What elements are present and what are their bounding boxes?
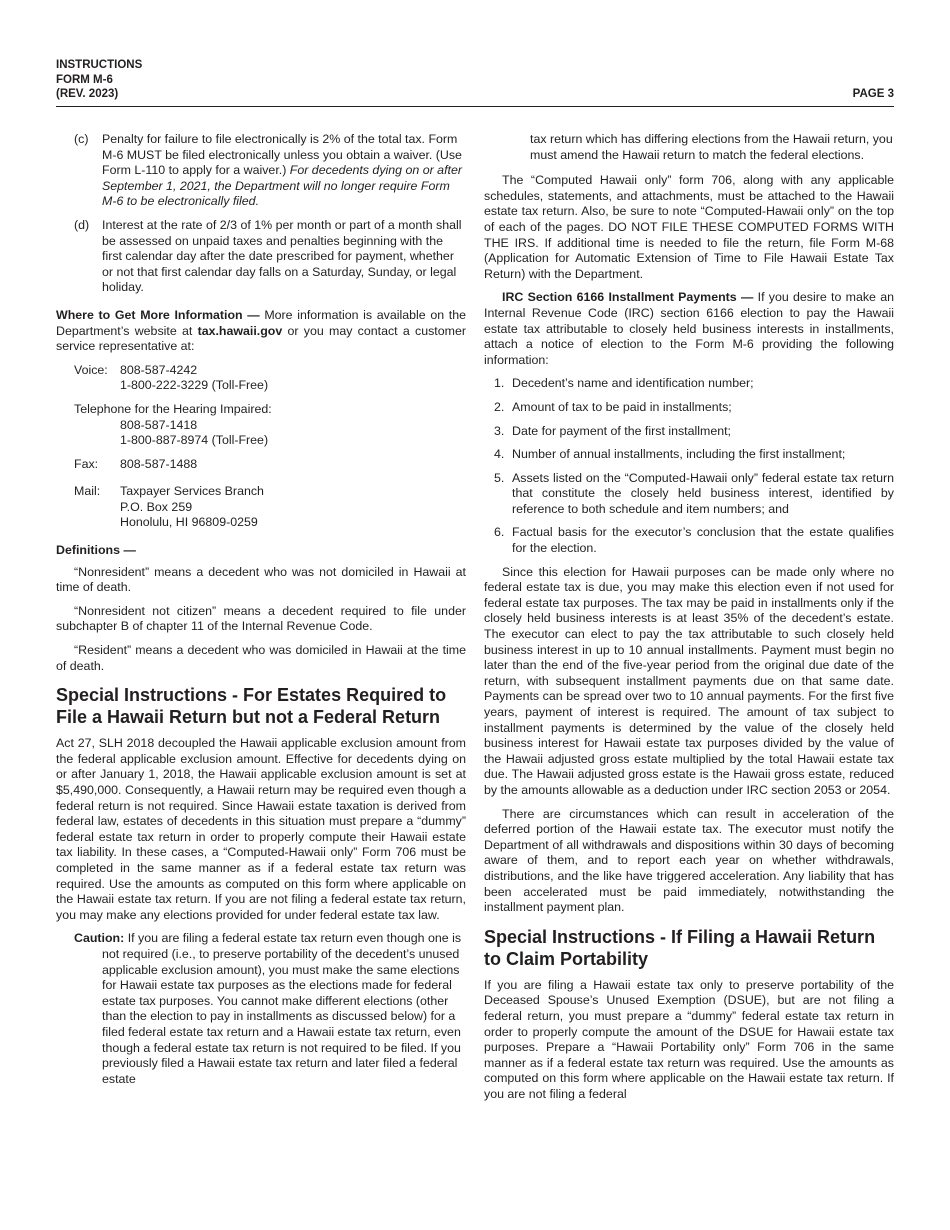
right-column xyxy=(484,132,894,1110)
def-resident: “Resident” means a decedent who was domiciled in Hawaii at the time of death. xyxy=(56,643,466,673)
contact-fax: Fax: 808-587-1488 xyxy=(74,456,198,471)
item-c-text: Penalty for failure to file electronically is 2% of the total tax. Form M-6 MUST be filed electronically unless you obtain a waiver. (Use Form L-110 to apply for a waiver.) xyxy=(102,132,462,178)
tty-tollfree: 1-800-887-8974 (Toll-Free) xyxy=(120,433,269,448)
page-number: PAGE 3 xyxy=(852,88,894,100)
caution-label: Caution: xyxy=(74,931,125,946)
left-column xyxy=(56,132,466,1087)
caution-continued: tax return which has differing elections from the Hawaii return, you must amend the Hawaii return to match the federal elections. xyxy=(530,132,893,162)
caution-paragraph xyxy=(74,931,466,1087)
item-d-marker: (d) xyxy=(74,217,90,232)
definitions-heading: Definitions — xyxy=(56,543,136,558)
more-info-paragraph: Where to Get More Information — More information is available on the Department’s website at tax.hawaii.gov or you may contact a customer service representative at: xyxy=(56,307,466,354)
header-divider xyxy=(56,106,894,107)
portability-paragraph: If you are filing a Hawaii estate tax only to preserve portability of the Deceased Spouse’s Unused Exemption (DSUE), but are not filing a federal return, you must prepare a “dummy” federal estate tax return in order to properly compute the amount of the DSUE for Hawaii estate tax purposes. Prepare a “Hawaii Portability only” Form 706 in the same manner as if a federal estate tax return was required. Use the amounts as computed on this form where applicable on the Hawaii estate tax return. If you are not filing a federal xyxy=(484,977,894,1101)
irc-heading: IRC Section 6166 Installment Payments — xyxy=(502,290,754,305)
list-item: 1. Decedent’s name and identification number; xyxy=(494,376,754,391)
item-d-text: Interest at the rate of 2/3 of 1% per month or part of a month shall be assessed on unpaid taxes and penalties beginning with the first calendar day after the date prescribed for payment, whether or not that first calendar day falls on a Saturday, Sunday, or legal holiday. xyxy=(102,217,462,295)
def-nonresident-not-citizen: “Nonresident not citizen” means a decedent required to file under subchapter B of chapter 11 of the Internal Revenue Code. xyxy=(56,603,466,634)
caution-text: If you are filing a federal estate tax return even though one is not required (i.e., to preserve portability of the decedent’s unused applicable exclusion amount), you must make the same elections for Hawaii estate tax purposes as the elections made for federal estate tax purposes. You cannot make different elections (other than the election to pay in installments as discussed below) for a filed federal estate tax return and a Hawaii estate tax return, even though a federal estate tax return is not required to be filed. If you previously filed a Hawaii estate tax return and later filed a federal estate xyxy=(102,931,462,1086)
special-instructions-heading: Special Instructions - For Estates Required to File a Hawaii Return but not a Federal Return xyxy=(56,685,447,728)
header-instructions: INSTRUCTIONS xyxy=(56,59,143,71)
item-c-italic-note: For decedents dying on or after September 1, 2021, the Department will no longer require Form M-6 to be electronically filed. xyxy=(102,163,462,209)
act27-paragraph: Act 27, SLH 2018 decoupled the Hawaii applicable exclusion amount from the federal applicable exclusion amount. Effective for decedents dying on or after January 1, 2018, the Hawaii applicable exclusion amount is set at $5,490,000. Consequently, a Hawaii return may be required even though a federal return is not required. Since Hawaii estate taxation is derived from federal law, estates of decedents in this situation must prepare a “dummy” federal estate tax return in order to properly compute their Hawaii estate tax liability. In these cases, a “Computed-Hawaii only” Form 706 must be completed in the same manner as if a federal estate tax return was required. Use the amounts as computed on this form where applicable on the Hawaii estate tax return. If you are not filing a federal estate tax return, you may make any elections provided for under federal estate tax law. xyxy=(56,736,466,922)
fax-number: 808-587-1488 xyxy=(120,456,198,471)
def-nonresident: “Nonresident” means a decedent who was not domiciled in Hawaii at time of death. xyxy=(56,564,466,595)
contact-mail: Mail: Taxpayer Services Branch P.O. Box 259 Honolulu, HI 96809-0259 xyxy=(74,484,264,530)
list-item: 3. Date for payment of the first installment; xyxy=(494,423,731,438)
website-link[interactable]: tax.hawaii.gov xyxy=(197,323,283,338)
form-header xyxy=(56,58,142,102)
irc-paragraph: IRC Section 6166 Installment Payments — If you desire to make an Internal Revenue Code (IRC) section 6166 election to pay the Hawaii estate tax attributable to closely held business interests in installments, attach a notice of election to the Form M-6 providing the following information: xyxy=(484,290,894,367)
item-c xyxy=(74,132,466,210)
election-info-list xyxy=(484,376,894,556)
list-item: 6. Factual basis for the executor’s conclusion that the estate qualifies for the election. xyxy=(494,525,894,556)
list-item: 2. Amount of tax to be paid in installments; xyxy=(494,399,732,414)
acceleration-paragraph: There are circumstances which can result in acceleration of the deferred portion of the Hawaii estate tax. The executor must notify the Department of all withdrawals and dispositions within 30 days of becoming aware of them, and to report each year on whether withdrawals, distributions, and the like have triggered acceleration. Any liability that has been accelerated must be paid immediately, notwithstanding the installment payment plan. xyxy=(484,806,894,915)
election-details-paragraph: Since this election for Hawaii purposes can be made only where no federal estate tax is due, you may make this election even if not used for federal estate tax purposes. The tax may be paid in installments only if the closely held business interests is at least 35% of the decedent’s estate. The executor can elect to pay the tax attributable to such closely held business interest in up to 10 annual installments. Payment must begin no later than the end of the five-year period from the original due date of the return, with subsequent installment payments due on that same date. Payments can be spread over two to 10 annual payments. For the first five years, payment of interest is required. The amount of tax subject to installment payments is determined by the value of the closely held business interest for Hawaii estate tax purposes divided by the value of the Hawaii adjusted gross estate multiplied by the total Hawaii estate tax due. The Hawaii adjusted gross estate is the Hawaii gross estate, reduced by the amounts allowable as a deduction under IRC section 2053 or 2054. xyxy=(484,564,894,797)
contact-tty: Telephone for the Hearing Impaired: 808-587-1418 1-800-887-8974 (Toll-Free) xyxy=(74,402,466,449)
header-form-number: FORM M-6 xyxy=(56,73,113,86)
tty-number: 808-587-1418 xyxy=(120,417,198,432)
computed-hawaii-paragraph: The “Computed Hawaii only” form 706, along with any applicable schedules, statements, and attachments, must be attached to the Hawaii estate tax return. Also, be sure to note “Computed-Hawaii only” on the top of each of the pages. DO NOT FILE THESE COMPUTED FORMS WITH THE IRS. If additional time is needed to file the return, file Form M-68 (Application for Automatic Extension of Time to File Hawaii Estate Tax Return) with the Department. xyxy=(484,173,894,281)
header-revision: (REV. 2023) xyxy=(56,88,119,100)
voice-number: 808-587-4242 xyxy=(120,362,198,377)
contact-voice: Voice: 808-587-4242 1-800-222-3229 (Toll-Free) xyxy=(74,362,269,393)
list-item: 5. Assets listed on the “Computed-Hawaii only” federal estate tax return that constitute the closely held business interest, identified by reference to both schedule and item numbers; and xyxy=(494,470,894,516)
contact-block xyxy=(74,363,466,531)
item-c-marker: (c) xyxy=(74,132,89,146)
more-info-heading: Where to Get More Information — xyxy=(56,307,260,322)
portability-heading: Special Instructions - If Filing a Hawaii Return to Claim Portability xyxy=(484,926,876,969)
list-item: 4. Number of annual installments, including the first installment; xyxy=(494,447,846,462)
item-d xyxy=(74,218,466,296)
voice-tollfree: 1-800-222-3229 (Toll-Free) xyxy=(120,378,269,393)
